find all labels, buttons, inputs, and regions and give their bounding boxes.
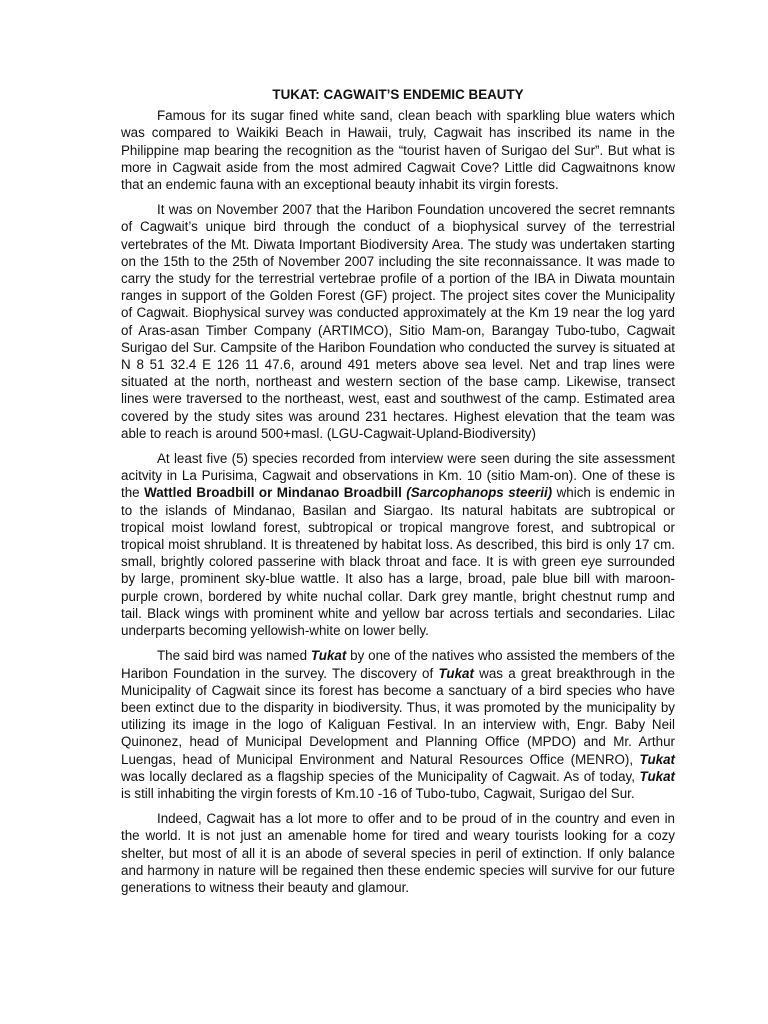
paragraph-survey: It was on November 2007 that the Haribon Foundation uncovered the secret remnants of Cagwait’s unique bird through the conduct of a biophysical survey of the terrestrial vertebrates of the Mt. Diwata Important Biodiversity Area. The study was undertaken starting on the 15th to the 25th of November 2007 including the site reconnaissance. It was made to carry the study for the terrestrial vertebrae profile of a portion of the IBA in Diwata mountain ranges in support of the Golden Forest (GF) project. The project sites cover the Municipality of Cagwait. Biophysical survey was conducted approximately at the Km 19 near the log yard of Aras-asan Timber Company (ARTIMCO), Sitio Mam-on, Barangay Tubo-tubo, Cagwait Surigao del Sur. Campsite of the Haribon Foundation who conducted the survey is situated at N 8 51 32.4 E 126 11 47.6, around 491 meters above sea level. Net and trap lines were situated at the north, northeast and western section of the base camp. Likewise, transect lines were traversed to the northeast, west, east and southwest of the camp. Estimated area covered by the study sites was around 231 hectares. Highest elevation that the team was able to reach is around 500+masl. (LGU-Cagwait-Upland-Biodiversity) [121, 202, 675, 441]
tukat-text-5: is still inhabiting the virgin forests of Km.10 -16 of Tubo-tubo, Cagwait, Surigao del Sur. [121, 785, 635, 801]
bird-scientific-name: (Sarcophanops steerii) [406, 485, 553, 501]
document-title: TUKAT: CAGWAIT’S ENDEMIC BEAUTY [272, 87, 524, 102]
tukat-text-2: by one of the natives who assisted the members of the Haribon Foundation in the survey. The discovery of [121, 648, 676, 681]
bird-common-name: Wattled Broadbill or Mindanao Broadbill [144, 485, 402, 501]
species-text-start: At least five (5) species recorded from interview were seen during the site assessment acitvity in La Purisima, Cagwait and observations in Km. 10 (sitio Mam-on). One of these is the [121, 451, 675, 501]
species-text-end: which is endemic in to the islands of Mindanao, Basilan and Siargao. Its natural habitats are subtropical or tropical moist lowland forest, subtropical or tropical mangrove forest, and subtropical or tropical moist shrubland. It is threatened by habitat loss. As described, this bird is only 17 cm. small, brightly colored passerine with black throat and face. It is with green eye surrounded by large, prominent sky-blue wattle. It also has a large, broad, pale blue bill with maroon-purple crown, bordered by white nuchal collar. Dark grey mantle, bright chestnut rump and tail. Black wings with prominent white and yellow bar across tertials and secondaries. Lilac underparts becoming yellowish-white on lower belly. [121, 485, 675, 639]
tukat-text-3: was a great breakthrough in the Municipality of Cagwait since its forest has become a sanctuary of a bird species who have been extinct due to the disparity in biodiversity. Thus, it was promoted by the municipality by utilizing its image in the logo of Kaliguan Festival. In an interview with, Engr. Baby Neil Quinonez, head of Municipal Development and Planning Office (MPDO) and Mr. Arthur Luengas, head of Municipal Environment and Natural Resources Office (MENRO), [121, 665, 676, 767]
tukat-name-1: Tukat [310, 648, 347, 664]
tukat-name-2: Tukat [438, 665, 474, 681]
document-body [121, 86, 675, 904]
tukat-text-4: was locally declared as a flagship species of the Municipality of Cagwait. As of today, [121, 768, 640, 784]
paragraph-intro: Famous for its sugar fined white sand, clean beach with sparkling blue waters which was compared to Waikiki Beach in Hawaii, truly, Cagwait has inscribed its name in the Philippine map bearing the recognition as the “tourist haven of Surigao del Sur”. But what is more in Cagwait aside from the most admired Cagwait Cove? Little did Cagwaitnons know that an endemic fauna with an exceptional beauty inhabit its virgin forests. [121, 108, 675, 193]
tukat-text-1: The said bird was named [157, 648, 311, 664]
paragraph-conclusion: Indeed, Cagwait has a lot more to offer and to be proud of in the country and even in the world. It is not just an amenable home for tired and weary tourists looking for a cozy shelter, but most of all it is an abode of several species in peril of extinction. If only balance and harmony in nature will be regained then these endemic species will survive for our future generations to witness their beauty and glamour. [121, 811, 675, 895]
tukat-name-3: Tukat [639, 751, 675, 767]
tukat-name-4: Tukat [639, 768, 675, 784]
paragraph-tukat [121, 647, 675, 802]
paragraph-species [121, 450, 675, 639]
